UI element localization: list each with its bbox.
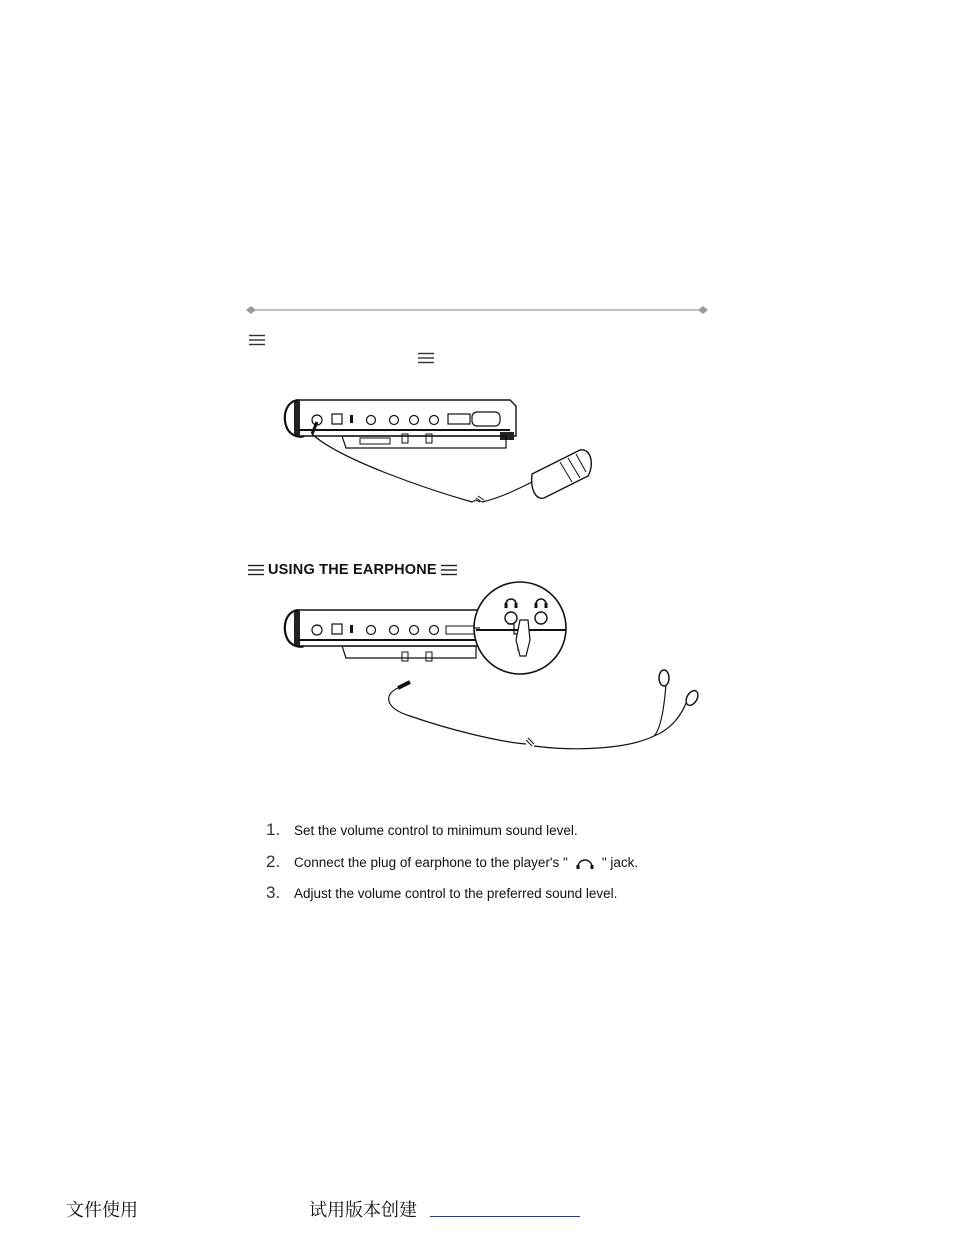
footer-watermark-left: 文件使用 — [66, 1200, 138, 1221]
section-title-label: USING THE EARPHONE — [268, 562, 437, 578]
player-earphone-illustration — [280, 580, 710, 770]
triple-line-icon — [248, 564, 264, 576]
list-item: 3. Adjust the volume control to the preferred sound level. — [266, 883, 618, 902]
section-divider — [246, 303, 708, 317]
player-adapter-illustration — [280, 390, 600, 510]
footer-watermark-right: 试用版本创建 — [309, 1200, 417, 1221]
triple-line-icon — [249, 334, 265, 346]
list-item: 1. Set the volume control to minimum sound level. — [266, 820, 578, 839]
triple-line-icon — [441, 564, 457, 576]
triple-line-icon — [418, 352, 434, 364]
footer-link-underline[interactable] — [430, 1216, 580, 1217]
section-title — [248, 560, 457, 580]
list-item: 2. Connect the plug of earphone to the player's " " jack. — [266, 852, 639, 871]
headphone-icon — [570, 856, 600, 870]
